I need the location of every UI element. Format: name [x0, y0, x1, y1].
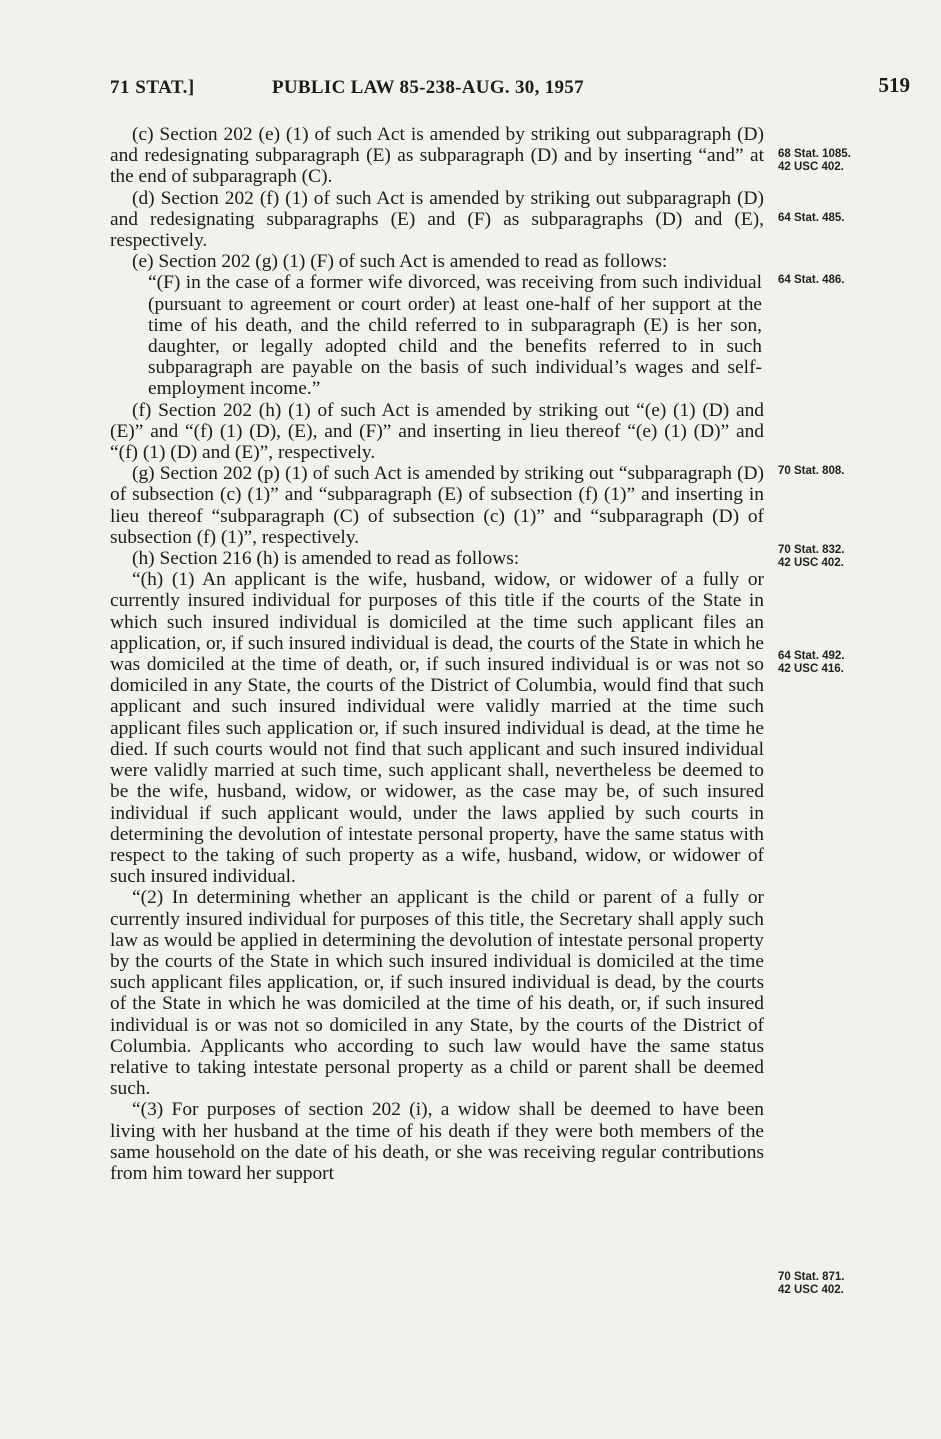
citation-line: 64 Stat. 492.	[778, 650, 845, 662]
citation-line: 42 USC 402.	[778, 161, 844, 173]
citation-line: 42 USC 402.	[778, 557, 844, 569]
paragraph-e: (e) Section 202 (g) (1) (F) of such Act is amended to read as follows:	[132, 251, 668, 273]
quoted-subparagraph-f: “(F) in the case of a former wife divorced, was receiving from such individual (pursuant to agreement or court order) at least one-half of her support at the time of his death, and the child referred to in subparagraph (E) is her son, daughter, or legally adopted child and the benefits referred to in such subparagraph are payable on the basis of such individual’s wages and self-employment income.”	[148, 272, 762, 400]
public-law-title: PUBLIC LAW 85-238-AUG. 30, 1957	[272, 77, 584, 98]
citation-line: 70 Stat. 832.	[778, 544, 845, 556]
citation-line: 42 USC 402.	[778, 1284, 844, 1296]
margin-citation	[778, 544, 918, 570]
paragraph-d: (d) Section 202 (f) (1) of such Act is amended by striking out subparagraph (D) and redesignating subparagraphs (E) and (F) as subparagraphs (D) and (E), respectively.	[110, 187, 764, 252]
subsection-h-1: “(h) (1) An applicant is the wife, husband, widow, or widower of a fully or currently insured individual for purposes of this title if the courts of the State in which such insured individual is domiciled at the time such applicant files an application, or, if such insured individual is dead, the courts of the State in which he was domiciled at the time of death, or, if such insured individual is or was not so domiciled in any State, the courts of the District of Columbia, would find that such applicant and such insured individual were validly married at the time such applicant files such application or, if such insured individual is dead, at the time he died. If such courts would not find that such applicant and such insured individual were validly married at such time, such applicant shall, nevertheless be deemed to be the wife, husband, widow, or widower, as the case may be, of such insured individual if such applicant would, under the laws applied by such courts in determining the devolution of intestate personal property, have the same status with respect to the taking of such property as a wife, husband, widow, or widower of such insured individual.	[110, 569, 764, 888]
law-text-body	[110, 124, 764, 1184]
margin-citation	[778, 274, 918, 287]
page-number: 519	[878, 73, 910, 97]
margin-citation	[778, 465, 918, 478]
paragraph-c: (c) Section 202 (e) (1) of such Act is amended by striking out subparagraph (D) and redesignating subparagraph (E) as subparagraph (D) and by inserting “and” at the end of subparagraph (C).	[110, 124, 764, 188]
citation-line: 64 Stat. 485.	[778, 212, 845, 224]
statute-volume-label: 71 STAT.]	[110, 77, 195, 98]
margin-citation	[778, 148, 918, 174]
citation-line: 42 USC 416.	[778, 663, 844, 675]
paragraph-f: (f) Section 202 (h) (1) of such Act is amended by striking out “(e) (1) (D) and (E)” and “(f) (1) (D), (E), and (F)” and inserting in lieu thereof “(e) (1) (D)” and “(f) (1) (D) and (E)”, respectively.	[110, 399, 764, 464]
running-header	[110, 73, 910, 99]
subsection-h-2: “(2) In determining whether an applicant is the child or parent of a fully or currently insured individual for purposes of this title, the Secretary shall apply such law as would be applied in determining the devolution of intestate personal property by the courts of the State in which such insured individual is domiciled at the time such applicant files application, or, if such insured individual is dead, by the courts of the State in which he was domiciled at the time of his death, or, if such insured individual is or was not so domiciled in any State, by the courts of the District of Columbia. Applicants who according to such law would have the same status relative to taking intestate personal property as a child or parent shall be deemed such.	[110, 887, 764, 1100]
citation-line: 64 Stat. 486.	[778, 274, 845, 286]
citation-line: 70 Stat. 808.	[778, 465, 845, 477]
margin-citation	[778, 650, 918, 676]
citation-line: 70 Stat. 871.	[778, 1271, 845, 1283]
subsection-h-3: “(3) For purposes of section 202 (i), a widow shall be deemed to have been living with her husband at the time of his death if they were both members of the same household on the date of his death, or she was receiving regular contributions from him toward her support	[110, 1099, 764, 1184]
citation-line: 68 Stat. 1085.	[778, 148, 851, 160]
margin-citation	[778, 1271, 918, 1297]
paragraph-h: (h) Section 216 (h) is amended to read as follows:	[132, 548, 520, 570]
margin-citation	[778, 212, 918, 225]
paragraph-g: (g) Section 202 (p) (1) of such Act is amended by striking out “subparagraph (D) of subsection (c) (1)” and “subparagraph (E) of subsection (f) (1)” and inserting in lieu thereof “subparagraph (C) of subsection (c) (1)” and “subparagraph (D) of subsection (f) (1)”, respectively.	[110, 463, 764, 548]
